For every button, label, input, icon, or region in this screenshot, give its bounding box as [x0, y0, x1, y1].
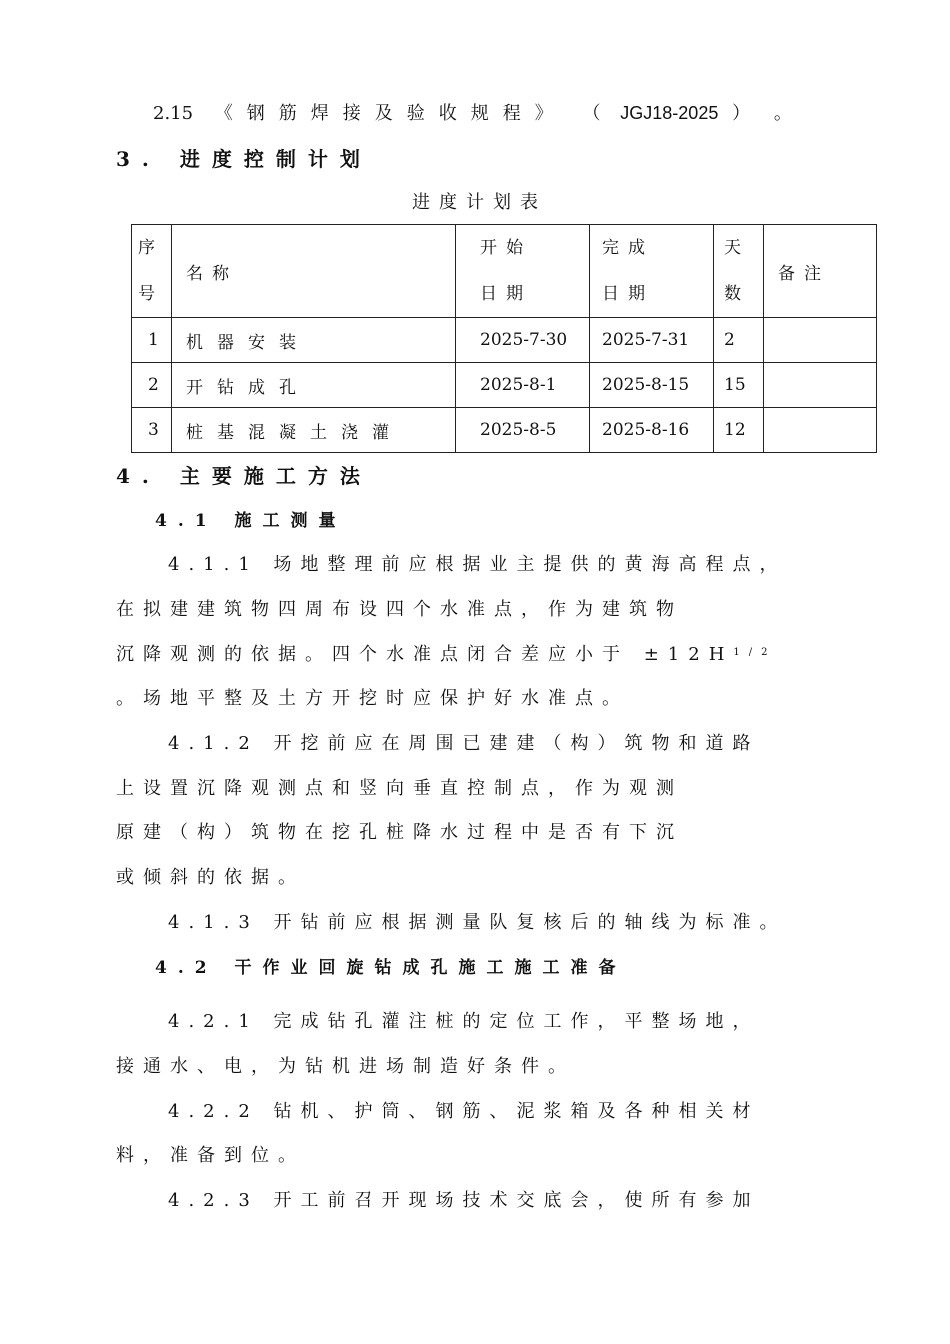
- para-4-1-2-line-3: 原建（构）筑物在挖孔桩降水过程中是否有下沉: [116, 822, 683, 843]
- cell-no: 2: [132, 363, 172, 408]
- header-no-bottom: 号: [138, 284, 164, 304]
- cell-name-text: 机器安装: [186, 332, 310, 353]
- superscript-half: 1/2: [733, 647, 777, 658]
- cell-no: 1: [132, 318, 172, 363]
- para-4-1-2-line-2: 上设置沉降观测点和竖向垂直控制点，作为观测: [116, 778, 683, 799]
- table-header-row: [132, 225, 877, 318]
- standard-number: 2.15: [153, 103, 194, 124]
- header-days-bottom: 数: [724, 284, 750, 304]
- table-caption: 进度计划表: [412, 192, 547, 213]
- standard-period: 。: [773, 103, 792, 124]
- para-4-1-1-line-3-text: 沉降观测的依据。四个水准点闭合差应小于 ±12H: [116, 644, 734, 665]
- header-start: [456, 225, 590, 318]
- header-no: [132, 225, 172, 318]
- cell-name: [172, 408, 456, 453]
- cell-remarks: [764, 363, 877, 408]
- cell-name-text: 桩基混凝土浇灌: [186, 422, 403, 443]
- header-end: [590, 225, 714, 318]
- header-no-top: 序: [138, 238, 164, 258]
- para-4-2-1-line-1: 4.2.1 完成钻孔灌注桩的定位工作，平整场地，: [168, 1011, 760, 1032]
- para-4-1-1-line-4: 。场地平整及土方开挖时应保护好水准点。: [116, 688, 629, 709]
- para-4-1-3-line-1: 4.1.3 开钻前应根据测量队复核后的轴线为标准。: [168, 912, 787, 933]
- standard-code: JGJ18-2025: [620, 103, 719, 123]
- table-row: [132, 363, 877, 408]
- header-name: [172, 225, 456, 318]
- standard-paren-left: （: [582, 103, 601, 124]
- standard-paren-right: ）: [732, 103, 751, 124]
- para-4-2-2-line-1: 4.2.2 钻机、护筒、钢筋、泥浆箱及各种相关材: [168, 1101, 760, 1122]
- section-4-2-heading: 4.2 干作业回旋钻成孔施工施工准备: [155, 958, 627, 978]
- cell-name: [172, 318, 456, 363]
- header-start-bottom: 日期: [480, 284, 532, 304]
- section-4-heading: 4. 主要施工方法: [116, 464, 372, 488]
- schedule-table: [131, 224, 877, 453]
- para-4-2-3-line-1: 4.2.3 开工前召开现场技术交底会，使所有参加: [168, 1190, 760, 1211]
- para-4-1-2-line-4: 或倾斜的依据。: [116, 867, 305, 888]
- section-3-heading: 3. 进度控制计划: [116, 147, 372, 171]
- section-4-1-heading: 4.1 施工测量: [155, 511, 347, 531]
- cell-start: 2025-8-1: [456, 363, 590, 408]
- para-4-1-1-line-2: 在拟建建筑物四周布设四个水准点，作为建筑物: [116, 599, 683, 620]
- cell-name: [172, 363, 456, 408]
- standard-title: 《钢筋焊接及验收规程》: [214, 103, 567, 124]
- header-end-bottom: 日期: [602, 284, 654, 304]
- header-days-top: 天: [724, 238, 750, 258]
- header-remarks: [764, 225, 877, 318]
- cell-end: 2025-8-15: [590, 363, 714, 408]
- para-4-1-1-line-3: [116, 644, 777, 666]
- para-4-2-1-line-2: 接通水、电，为钻机进场制造好条件。: [116, 1056, 575, 1077]
- cell-start: 2025-7-30: [456, 318, 590, 363]
- cell-days: 2: [714, 318, 764, 363]
- header-remarks-label: 备注: [778, 263, 830, 284]
- para-4-1-1-line-1: 4.1.1 场地整理前应根据业主提供的黄海高程点，: [168, 554, 787, 575]
- cell-name-text: 开钻成孔: [186, 377, 310, 398]
- cell-start: 2025-8-5: [456, 408, 590, 453]
- cell-end: 2025-8-16: [590, 408, 714, 453]
- standard-line-2-15: [153, 102, 792, 125]
- header-end-top: 完成: [602, 238, 654, 258]
- table-row: [132, 408, 877, 453]
- header-days: [714, 225, 764, 318]
- cell-end: 2025-7-31: [590, 318, 714, 363]
- cell-days: 15: [714, 363, 764, 408]
- table-row: [132, 318, 877, 363]
- cell-no: 3: [132, 408, 172, 453]
- para-4-2-2-line-2: 料，准备到位。: [116, 1145, 305, 1166]
- para-4-1-2-line-1: 4.1.2 开挖前应在周围已建建（构）筑物和道路: [168, 733, 760, 754]
- cell-remarks: [764, 408, 877, 453]
- cell-days: 12: [714, 408, 764, 453]
- header-name-label: 名称: [186, 263, 238, 284]
- header-start-top: 开始: [480, 238, 532, 258]
- cell-remarks: [764, 318, 877, 363]
